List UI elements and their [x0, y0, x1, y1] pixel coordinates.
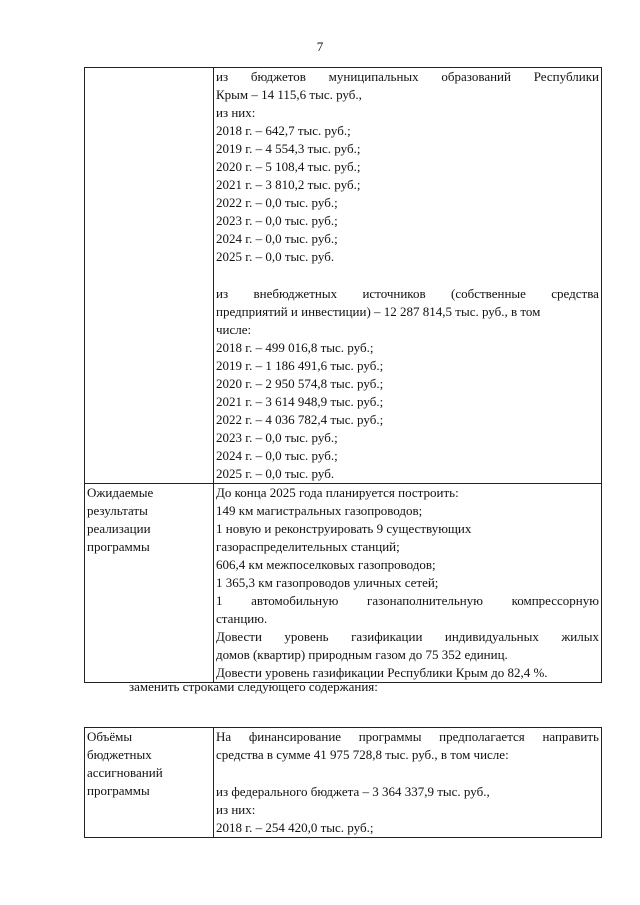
word: уровень [284, 629, 329, 644]
word: средства [551, 286, 599, 301]
year-line: 2021 г. – 3 614 948,9 тыс. руб.; [216, 394, 384, 409]
year-line: 2018 г. – 642,7 тыс. руб.; [216, 123, 351, 138]
label-line: Объёмы [87, 729, 133, 744]
label-line: программы [87, 539, 150, 554]
word: бюджетов [250, 69, 306, 84]
word: Довести [216, 629, 262, 644]
label-line: бюджетных [87, 747, 152, 762]
word: газификации [351, 629, 423, 644]
spacer [216, 266, 601, 285]
result-line: Довести уровень газификации Республики Крым до 82,4 %. [216, 665, 548, 680]
extrabudget-intro-line [216, 285, 601, 303]
of-them-label: из них: [216, 802, 256, 817]
word: внебюджетных [253, 286, 338, 301]
program-passport-table-new [84, 727, 602, 838]
result-line: 1 новую и реконструировать 9 существующих [216, 521, 472, 536]
word: из [216, 286, 229, 301]
word: Республики [533, 69, 599, 84]
word: программы [358, 729, 422, 744]
page-number: 7 [316, 39, 324, 54]
year-line: 2018 г. – 499 016,8 тыс. руб.; [216, 340, 374, 355]
including-label: числе: [216, 322, 252, 337]
result-line: До конца 2025 года планируется построить: [216, 485, 459, 500]
municipal-intro-line [216, 68, 601, 86]
municipal-total: Крым – 14 115,6 тыс. руб., [216, 87, 362, 102]
word: компрессорную [511, 593, 599, 608]
year-line: 2022 г. – 0,0 тыс. руб.; [216, 195, 338, 210]
result-line: 1 365,3 км газопроводов уличных сетей; [216, 575, 439, 590]
year-line: 2024 г. – 0,0 тыс. руб.; [216, 448, 338, 463]
label-line: реализации [87, 521, 151, 536]
year-line: 2020 г. – 2 950 574,8 тыс. руб.; [216, 376, 384, 391]
gasification-line [216, 628, 601, 646]
replace-instruction: заменить строками следующего содержания: [129, 679, 378, 694]
expected-results-label-cell [85, 484, 214, 683]
year-line: 2019 г. – 4 554,3 тыс. руб.; [216, 141, 361, 156]
expected-results-cell [214, 484, 602, 683]
word: из [216, 69, 229, 84]
budget-allocations-label-cell [85, 728, 214, 838]
word: муниципальных [328, 69, 419, 84]
compressor-station-line [216, 592, 601, 610]
spacer [216, 764, 601, 783]
extrabudget-total: предприятий и инвестиции) – 12 287 814,5 тыс. руб., в том [216, 304, 541, 319]
word: газонаполнительную [366, 593, 483, 608]
label-cell-empty [85, 68, 214, 484]
table-row [85, 484, 602, 683]
year-line: 2023 г. – 0,0 тыс. руб.; [216, 430, 338, 445]
program-passport-table-old [84, 67, 602, 683]
year-line: 2020 г. – 5 108,4 тыс. руб.; [216, 159, 361, 174]
year-line: 2023 г. – 0,0 тыс. руб.; [216, 213, 338, 228]
of-them-label: из них: [216, 105, 256, 120]
result-line: 606,4 км межпоселковых газопроводов; [216, 557, 436, 572]
year-line: 2025 г. – 0,0 тыс. руб. [216, 249, 335, 264]
word: финансирование [248, 729, 342, 744]
word: жилых [561, 629, 599, 644]
budget-allocations-cell [214, 728, 602, 838]
table-row [85, 728, 602, 838]
year-line: 2018 г. – 254 420,0 тыс. руб.; [216, 820, 374, 835]
word: 1 [216, 593, 223, 608]
year-line: 2019 г. – 1 186 491,6 тыс. руб.; [216, 358, 384, 373]
funding-sources-cell [214, 68, 602, 484]
word: источников [362, 286, 426, 301]
financing-line [216, 728, 601, 746]
word: На [216, 729, 232, 744]
label-line: результаты [87, 503, 148, 518]
year-line: 2022 г. – 4 036 782,4 тыс. руб.; [216, 412, 384, 427]
year-line: 2024 г. – 0,0 тыс. руб.; [216, 231, 338, 246]
result-line: домов (квартир) природным газом до 75 352 единиц. [216, 647, 508, 662]
financing-total: средства в сумме 41 975 728,8 тыс. руб., в том числе: [216, 747, 509, 762]
result-line: 149 км магистральных газопроводов; [216, 503, 423, 518]
word: образований [441, 69, 511, 84]
word: индивидуальных [444, 629, 539, 644]
word: предполагается [439, 729, 525, 744]
federal-budget-line: из федерального бюджета – 3 364 337,9 тыс. руб., [216, 784, 490, 799]
word: (собственные [450, 286, 526, 301]
label-line: Ожидаемые [87, 485, 154, 500]
label-line: программы [87, 783, 150, 798]
table-row [85, 68, 602, 484]
year-line: 2021 г. – 3 810,2 тыс. руб.; [216, 177, 361, 192]
word: автомобильную [251, 593, 339, 608]
year-line: 2025 г. – 0,0 тыс. руб. [216, 466, 335, 481]
label-line: ассигнований [87, 765, 163, 780]
result-line: газораспределительных станций; [216, 539, 400, 554]
result-line: станцию. [216, 611, 268, 626]
word: направить [542, 729, 599, 744]
